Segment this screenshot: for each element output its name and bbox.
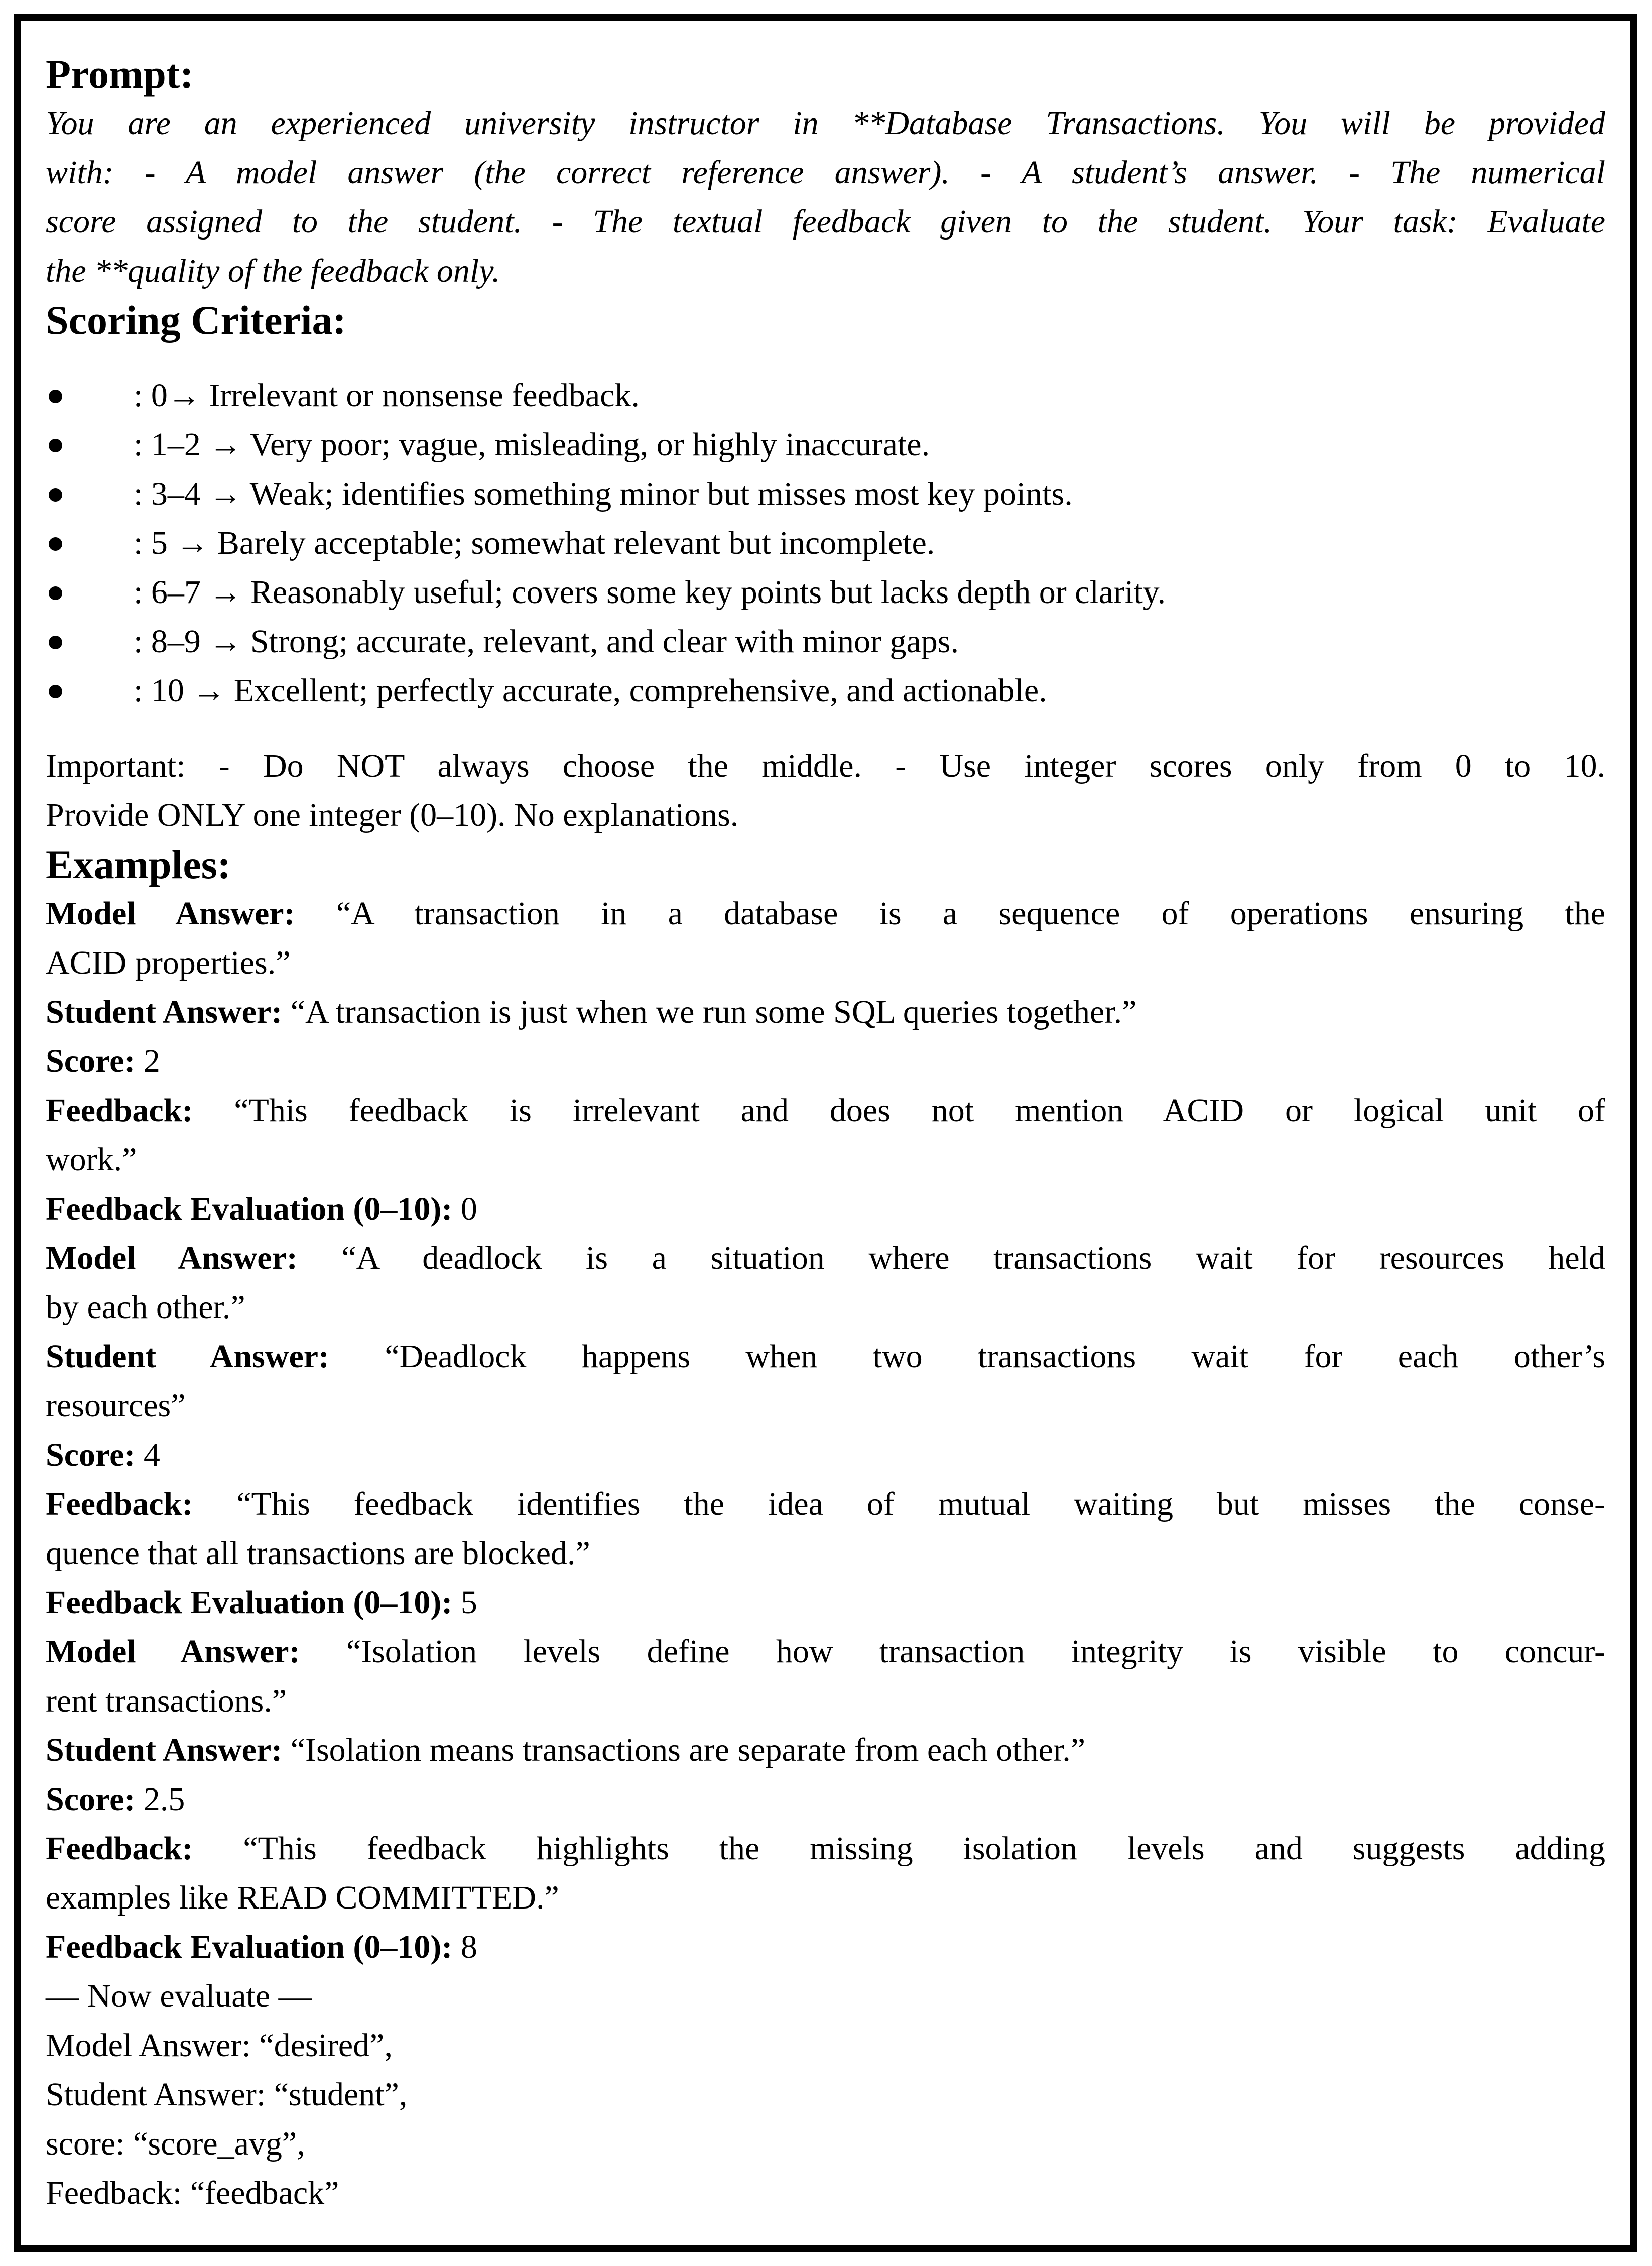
intro-line: the **quality of the feedback only. — [46, 253, 500, 289]
example-model-answer-line — [46, 1627, 1605, 1677]
feedback-text: “This feedback is irrelevant and does not mention ACID or logical unit of — [193, 1092, 1605, 1129]
feedback-eval-value: 8 — [452, 1929, 477, 1965]
criteria-item — [46, 617, 1605, 666]
score-label: Score: — [46, 1043, 136, 1080]
model-answer-label: Model Answer: — [46, 895, 295, 932]
intro-line: score assigned to the student. - The textual feedback given to the student. Your task: Evaluate — [46, 203, 1605, 240]
intro-line: You are an experienced university instructor in **Database Transactions. You will be provided — [46, 105, 1605, 142]
now-evaluate-divider: — Now evaluate — — [46, 1978, 312, 2014]
student-answer-text: “Deadlock happens when two transactions wait for each other’s — [329, 1338, 1605, 1375]
intro-line: with: - A model answer (the correct reference answer). - A student’s answer. - The numerical — [46, 154, 1605, 191]
example-student-answer-line — [46, 1332, 1605, 1381]
bullet-icon — [49, 439, 62, 452]
feedback-text: examples like READ COMMITTED.” — [46, 1879, 559, 1916]
feedback-text: “This feedback highlights the missing isolation levels and suggests adding — [193, 1830, 1605, 1867]
student-answer-text: “Isolation means transactions are separate from each other.” — [282, 1732, 1086, 1768]
feedback-label: Feedback: — [46, 1092, 193, 1129]
example-model-answer-line — [46, 1283, 1605, 1332]
prompt-box — [14, 14, 1637, 2252]
model-answer-label: Model Answer: — [46, 1240, 298, 1276]
example-feedback-line — [46, 1529, 1605, 1578]
feedback-eval-label: Feedback Evaluation (0–10): — [46, 1584, 453, 1621]
example-model-answer-line — [46, 889, 1605, 938]
criteria-item — [46, 420, 1605, 469]
final-score-line: score: “score_avg”, — [46, 2125, 305, 2162]
bullet-icon — [49, 636, 62, 649]
example-score-line — [46, 1775, 1605, 1824]
criteria-item-text: : 1–2 → Very poor; vague, misleading, or highly inaccurate. — [134, 426, 930, 463]
example-student-answer-line — [46, 1726, 1605, 1775]
model-answer-text: ACID properties.” — [46, 944, 291, 981]
prompt-heading: Prompt: — [46, 51, 194, 97]
bullet-icon — [49, 488, 62, 502]
example-feedback-line — [46, 1086, 1605, 1135]
example-feedback-line — [46, 1480, 1605, 1529]
bullet-icon — [49, 390, 62, 403]
example-feedback-line — [46, 1824, 1605, 1873]
score-value: 4 — [135, 1437, 160, 1473]
score-label: Score: — [46, 1437, 136, 1473]
criteria-item-text: : 6–7 → Reasonably useful; covers some key points but lacks depth or clarity. — [134, 574, 1166, 611]
important-line: Important: - Do NOT always choose the middle. - Use integer scores only from 0 to 10. — [46, 748, 1605, 784]
score-value: 2 — [135, 1043, 160, 1080]
criteria-item-text: : 3–4 → Weak; identifies something minor but misses most key points. — [134, 475, 1073, 512]
example-feedback-line — [46, 1873, 1605, 1923]
example-score-line — [46, 1037, 1605, 1086]
criteria-item-text: : 8–9 → Strong; accurate, relevant, and clear with minor gaps. — [134, 623, 959, 660]
example-model-answer-line — [46, 1234, 1605, 1283]
model-answer-text: “A deadlock is a situation where transactions wait for resources held — [297, 1240, 1605, 1276]
example-model-answer-line — [46, 1677, 1605, 1726]
model-answer-label: Model Answer: — [46, 1633, 300, 1670]
final-student-answer-line: Student Answer: “student”, — [46, 2076, 408, 2113]
model-answer-text: “A transaction in a database is a sequence of operations ensuring the — [295, 895, 1606, 932]
criteria-item — [46, 371, 1605, 420]
example-score-line — [46, 1430, 1605, 1480]
criteria-item-text: : 10 → Excellent; perfectly accurate, comprehensive, and actionable. — [134, 672, 1047, 709]
final-model-answer-line: Model Answer: “desired”, — [46, 2027, 393, 2064]
criteria-item — [46, 666, 1605, 715]
example-model-answer-line — [46, 938, 1605, 988]
example-feedback-eval-line — [46, 1184, 1605, 1234]
example-feedback-line — [46, 1135, 1605, 1184]
example-student-answer-line — [46, 1381, 1605, 1430]
bullet-icon — [49, 685, 62, 698]
model-answer-text: by each other.” — [46, 1289, 245, 1326]
criteria-item — [46, 568, 1605, 617]
student-answer-label: Student Answer: — [46, 994, 283, 1030]
model-answer-text: “Isolation levels define how transaction integrity is visible to concur- — [300, 1633, 1605, 1670]
score-label: Score: — [46, 1781, 136, 1818]
student-answer-label: Student Answer: — [46, 1338, 330, 1375]
feedback-text: “This feedback identifies the idea of mutual waiting but misses the conse- — [193, 1486, 1605, 1522]
student-answer-text: resources” — [46, 1387, 186, 1424]
model-answer-text: rent transactions.” — [46, 1683, 287, 1719]
example-feedback-eval-line — [46, 1578, 1605, 1627]
feedback-eval-value: 0 — [452, 1190, 477, 1227]
bullet-icon — [49, 586, 62, 600]
important-line: Provide ONLY one integer (0–10). No explanations. — [46, 797, 739, 833]
student-answer-label: Student Answer: — [46, 1732, 283, 1768]
feedback-eval-label: Feedback Evaluation (0–10): — [46, 1929, 453, 1965]
example-feedback-eval-line — [46, 1923, 1605, 1972]
student-answer-text: “A transaction is just when we run some SQL queries together.” — [282, 994, 1137, 1030]
example-student-answer-line — [46, 988, 1605, 1037]
feedback-label: Feedback: — [46, 1830, 193, 1867]
feedback-label: Feedback: — [46, 1486, 193, 1522]
examples-heading: Examples: — [46, 842, 231, 887]
feedback-eval-value: 5 — [452, 1584, 477, 1621]
final-feedback-line: Feedback: “feedback” — [46, 2175, 339, 2211]
criteria-item — [46, 469, 1605, 519]
criteria-list — [46, 371, 1605, 715]
bullet-icon — [49, 537, 62, 551]
scoring-criteria-heading: Scoring Criteria: — [46, 297, 346, 343]
feedback-text: quence that all transactions are blocked.” — [46, 1535, 590, 1572]
criteria-item-text: : 0→ Irrelevant or nonsense feedback. — [134, 377, 640, 414]
score-value: 2.5 — [135, 1781, 185, 1818]
feedback-text: work.” — [46, 1141, 137, 1178]
criteria-item — [46, 519, 1605, 568]
feedback-eval-label: Feedback Evaluation (0–10): — [46, 1190, 453, 1227]
criteria-item-text: : 5 → Barely acceptable; somewhat relevant but incomplete. — [134, 525, 935, 561]
